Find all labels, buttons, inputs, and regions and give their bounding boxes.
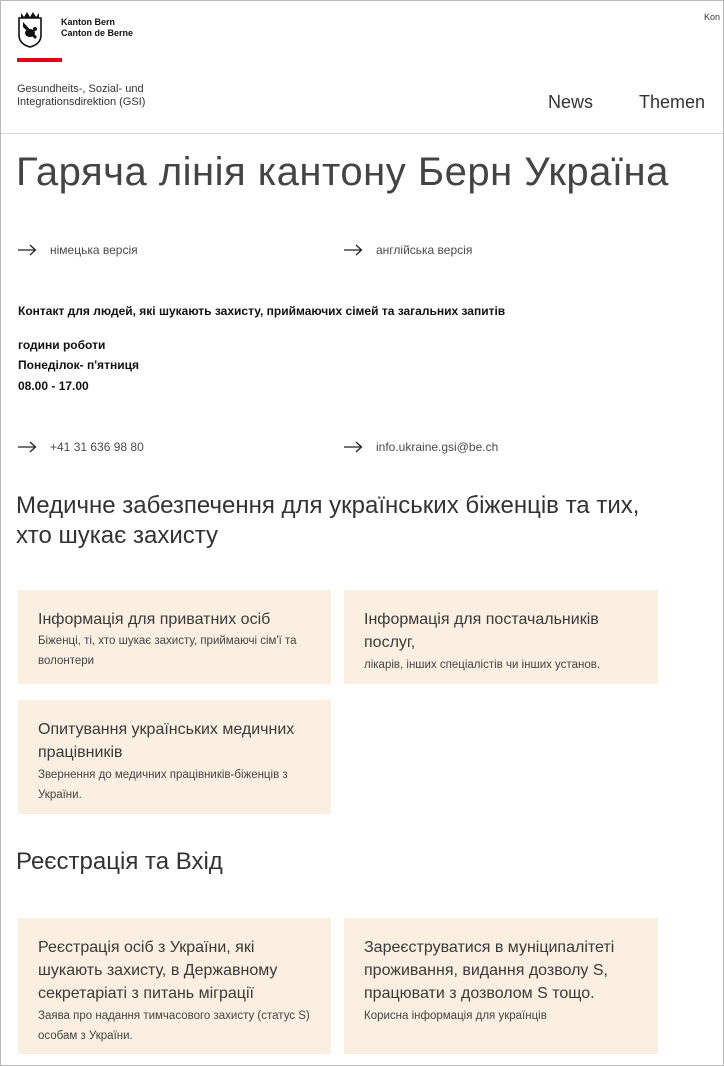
card-subtitle: Заява про надання тимчасового захисту (статус S) особам з України. — [38, 1010, 310, 1042]
card-subtitle: Корисна інформація для українців — [364, 1010, 547, 1022]
arrow-right-icon — [344, 441, 363, 453]
card-medical-workers-survey[interactable] — [18, 700, 331, 814]
card-title: Зареєструватися в муніципалітеті проживання, видання дозволу S, працювати з дозволом S тощо. — [364, 939, 615, 1002]
top-right-link[interactable]: Kon — [704, 12, 721, 22]
brand-line-1: Kanton Bern — [61, 17, 115, 27]
hours-days: Понеділок- п'ятниця — [18, 358, 139, 372]
hours-time: 08.00 - 17.00 — [18, 379, 89, 393]
card-subtitle: Звернення до медичних працівників-біженців з України. — [38, 769, 288, 801]
card-municipality-registration[interactable] — [344, 918, 658, 1054]
brand-name[interactable] — [61, 17, 133, 39]
card-title: Реєстрація осіб з України, які шукають захисту, в Державному секретаріаті з питань міграції — [38, 939, 278, 1002]
card-service-providers[interactable] — [344, 590, 658, 684]
card-subtitle: лікарів, інших спеціалістів чи інших установ. — [364, 659, 601, 671]
phone-number: +41 31 636 98 80 — [50, 440, 144, 454]
card-title: Інформація для приватних осіб — [38, 611, 271, 628]
email-link[interactable] — [344, 440, 498, 454]
card-title: Опитування українських медичних працівників — [38, 721, 295, 761]
phone-link[interactable] — [18, 440, 144, 454]
section-title-medical: Медичне забезпечення для українських біженців та тих, хто шукає захисту — [16, 492, 640, 549]
page-title: Гаряча лінія кантону Берн Україна — [16, 150, 669, 194]
brand-accent-bar — [17, 58, 62, 62]
department-name[interactable]: Gesundheits-, Sozial- und Integrationsdirektion (GSI) — [17, 83, 146, 108]
arrow-right-icon — [18, 244, 37, 256]
card-sem-registration[interactable] — [18, 918, 331, 1054]
arrow-right-icon — [344, 244, 363, 256]
section-title-registration: Реєстрація та Вхід — [16, 848, 223, 875]
brand-line-2: Canton de Berne — [61, 28, 134, 38]
link-german-version[interactable] — [18, 243, 138, 257]
hours-label: години роботи — [18, 338, 106, 352]
header-divider — [1, 133, 723, 134]
nav-themen[interactable]: Themen — [639, 92, 706, 112]
kanton-bern-logo-icon[interactable] — [17, 9, 43, 48]
card-subtitle: Біженці, ті, хто шукає захисту, приймаючі сім'ї та волонтери — [38, 635, 297, 667]
link-label: англійська версія — [376, 243, 473, 257]
contact-heading: Контакт для людей, які шукають захисту, приймаючих сімей та загальних запитів — [18, 304, 506, 318]
arrow-right-icon — [18, 441, 37, 453]
email-address: info.ukraine.gsi@be.ch — [376, 440, 499, 454]
nav-news[interactable]: News — [548, 92, 594, 112]
link-english-version[interactable] — [344, 243, 472, 257]
card-private-persons[interactable] — [18, 590, 331, 684]
link-label: німецька версія — [50, 243, 138, 257]
card-title: Інформація для постачальників послуг, — [364, 611, 599, 651]
